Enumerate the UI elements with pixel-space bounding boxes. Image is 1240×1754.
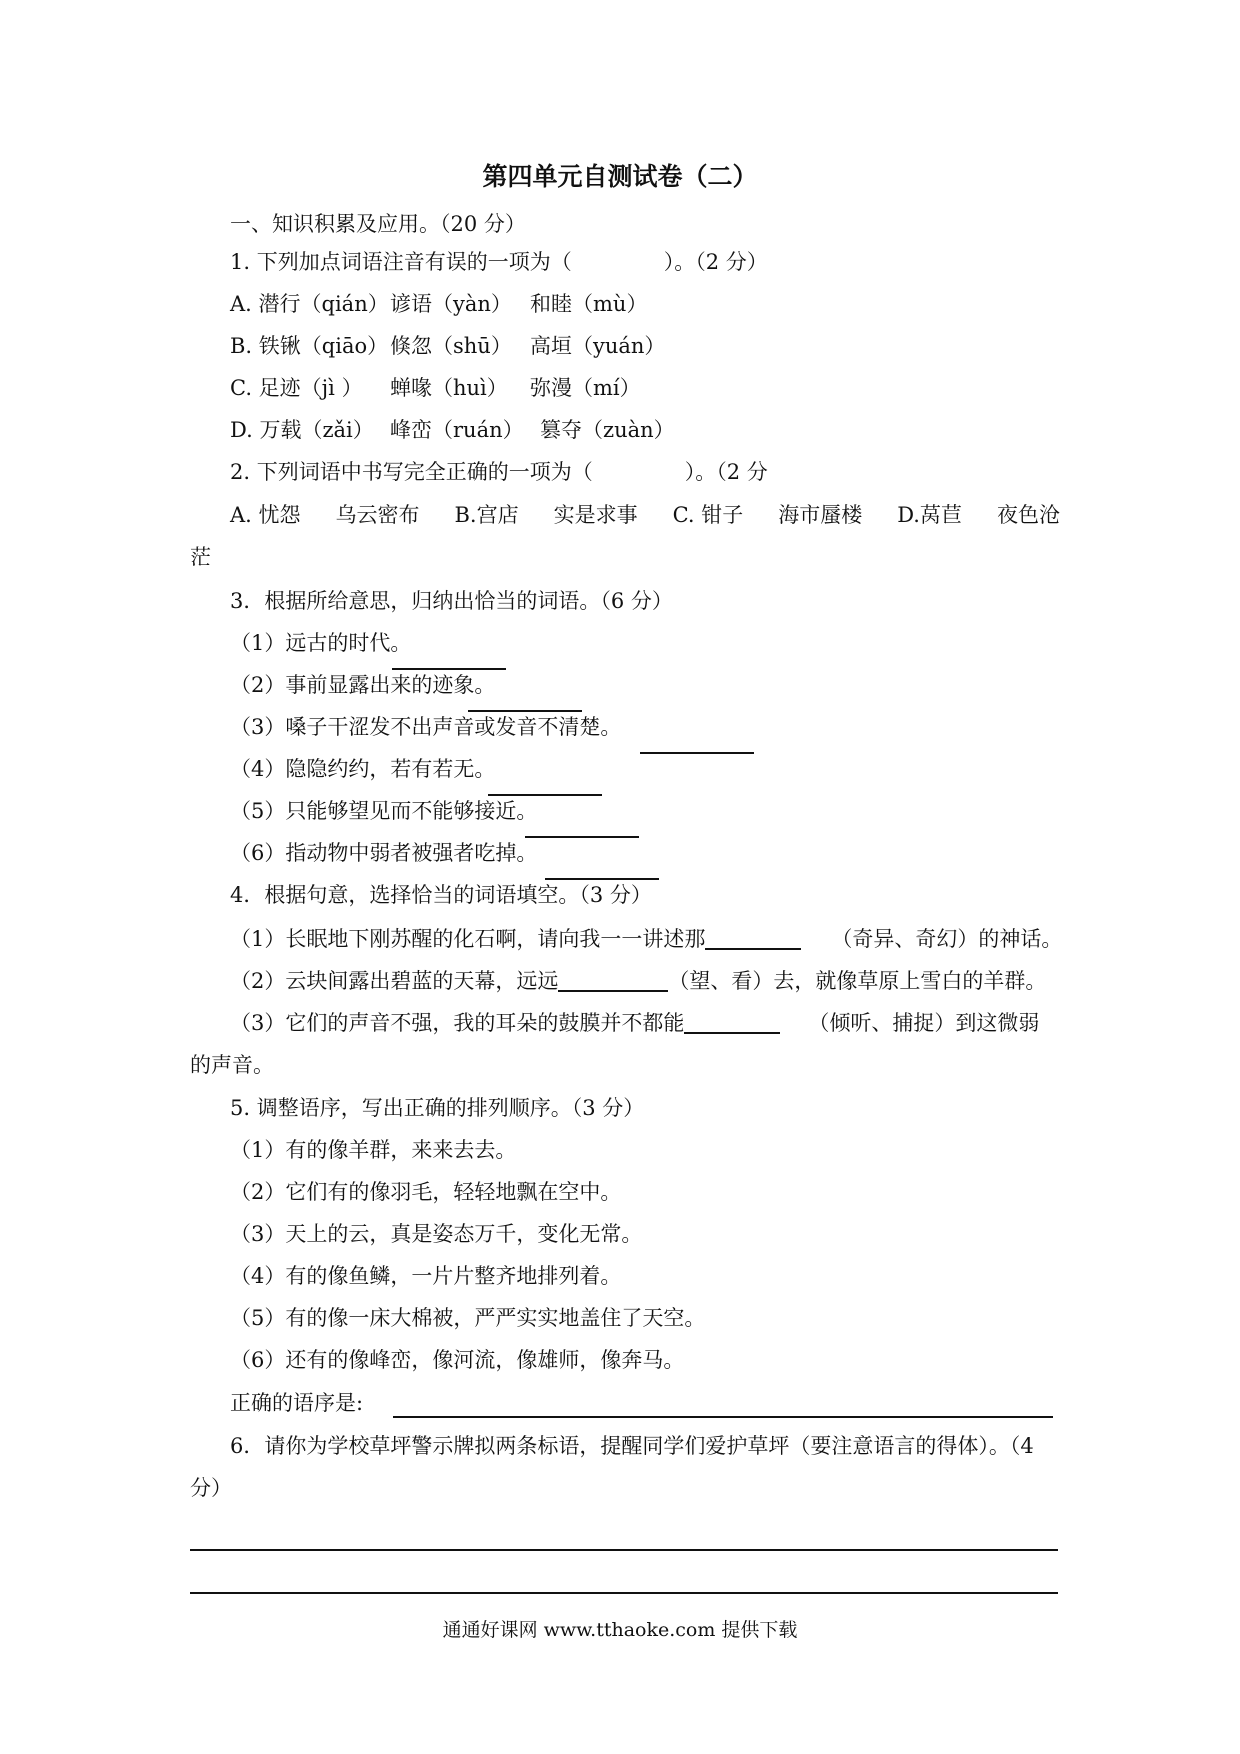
answer-line[interactable]: [488, 772, 602, 796]
question-4-sentence: （2）云块间露出碧蓝的天幕，远远 （望、看）去，就像草原上雪白的羊群。: [230, 969, 1047, 993]
question-5-item: （5）有的像一床大棉被，严严实实地盖住了天空。: [230, 1306, 706, 1330]
question-5-answer-label: 正确的语序是:: [230, 1391, 364, 1415]
question-1-option-d: D. 万载（zǎi） 峰峦（ruán） 篡夺（zuàn）: [230, 418, 675, 442]
answer-line[interactable]: [705, 926, 801, 950]
question-2-wrap: 茫: [190, 545, 211, 569]
question-1-option-a: A. 潜行（qián）谚语（yàn） 和睦（mù）: [230, 292, 648, 316]
question-3-item: （1）远古的时代。: [230, 631, 412, 655]
answer-line[interactable]: [190, 1592, 1058, 1594]
question-4-sentence: （1）长眠地下刚苏醒的化石啊，请向我一一讲述那 （奇异、奇幻）的神话。: [230, 927, 1063, 951]
footer: 通通好课网 www.tthaoke.com 提供下载: [442, 1619, 798, 1641]
question-5-item: （4）有的像鱼鳞，一片片整齐地排列着。: [230, 1264, 622, 1288]
question-3-item: （5）只能够望见而不能够接近。: [230, 799, 538, 823]
answer-line[interactable]: [393, 1416, 1053, 1418]
answer-line[interactable]: [392, 646, 506, 670]
answer-line[interactable]: [545, 856, 659, 880]
question-5-item: （3）天上的云，真是姿态万千，变化无常。: [230, 1222, 643, 1246]
question-1-option-b: B. 铁锹（qiāo）倏忽（shū） 高垣（yuán）: [230, 334, 666, 358]
answer-line[interactable]: [190, 1549, 1058, 1551]
question-3-item: （2）事前显露出来的迹象。: [230, 673, 496, 697]
question-5-item: （6）还有的像峰峦，像河流，像雄师，像奔马。: [230, 1348, 685, 1372]
question-2-options: A. 忧怨 乌云密布 B.宫店 实是求事 C. 钳子 海市蜃楼 D.莴苣 夜色沧: [230, 503, 1060, 527]
question-5-item: （2）它们有的像羽毛，轻轻地飘在空中。: [230, 1180, 622, 1204]
question-3-item: （3）嗓子干涩发不出声音或发音不清楚。: [230, 715, 622, 739]
question-4-stem: 4．根据句意，选择恰当的词语填空。（3 分）: [230, 883, 652, 907]
page-title: 第四单元自测试卷（二）: [482, 162, 758, 191]
question-3-item: （6）指动物中弱者被强者吃掉。: [230, 841, 538, 865]
question-5-stem: 5. 调整语序，写出正确的排列顺序。（3 分）: [230, 1096, 645, 1120]
question-3-stem: 3．根据所给意思，归纳出恰当的词语。（6 分）: [230, 589, 673, 613]
question-4-wrap: 的声音。: [190, 1053, 274, 1077]
question-2-stem: 2. 下列词语中书写完全正确的一项为（ ）。（2 分: [230, 460, 768, 484]
question-1-option-c: C. 足迹（jì ） 蝉喙（huì） 弥漫（mí）: [230, 376, 641, 400]
answer-line[interactable]: [525, 814, 639, 838]
question-1-stem: 1. 下列加点词语注音有误的一项为（ ）。（2 分）: [230, 250, 768, 274]
question-6-stem: 6．请你为学校草坪警示牌拟两条标语，提醒同学们爱护草坪（要注意语言的得体）。（4: [230, 1434, 1034, 1458]
answer-line[interactable]: [684, 1010, 780, 1034]
question-6-wrap: 分）: [190, 1476, 232, 1500]
answer-line[interactable]: [558, 968, 668, 992]
answer-line[interactable]: [640, 730, 754, 754]
answer-line[interactable]: [468, 688, 582, 712]
question-5-item: （1）有的像羊群，来来去去。: [230, 1138, 517, 1162]
question-4-sentence: （3）它们的声音不强，我的耳朵的鼓膜并不都能 （倾听、捕捉）到这微弱: [230, 1011, 1040, 1035]
section-heading: 一、知识积累及应用。（20 分）: [230, 212, 526, 236]
question-3-item: （4）隐隐约约，若有若无。: [230, 757, 496, 781]
